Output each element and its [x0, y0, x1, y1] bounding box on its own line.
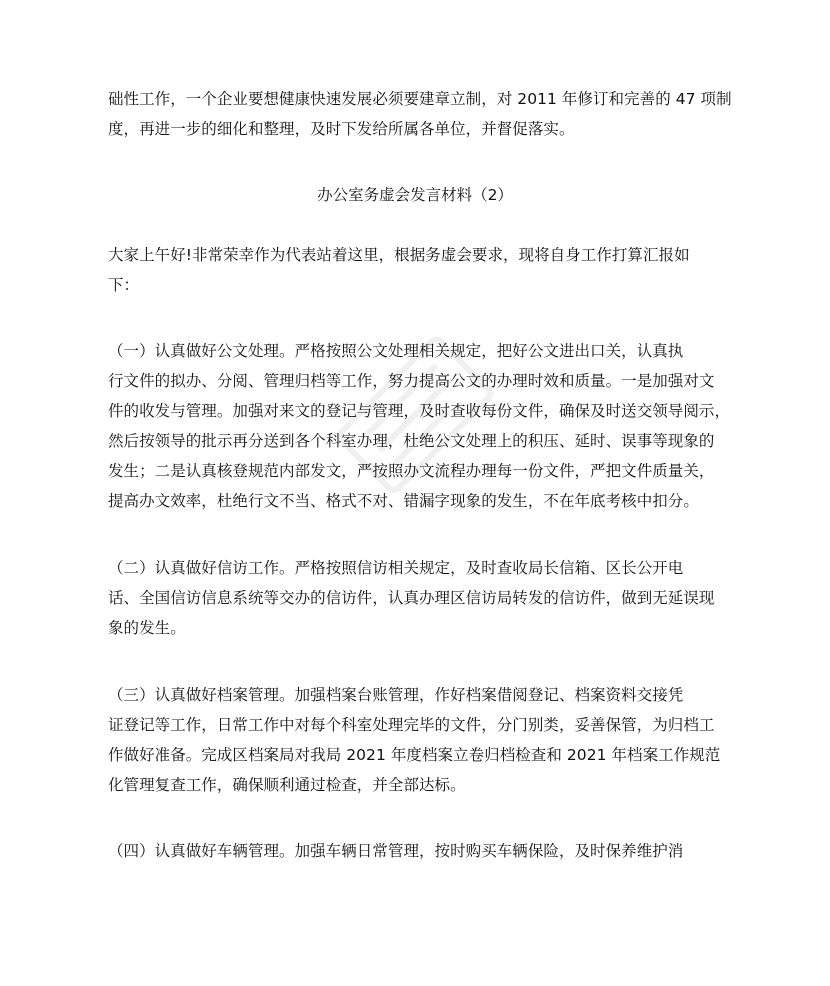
text-line: 化管理复查工作，确保顺利通过检查，并全部达标。 — [108, 776, 466, 794]
text-line: 件的收发与管理。加强对来文的登记与管理，及时查收每份文件，确保及时送交领导阅示， — [108, 402, 731, 420]
section-title: 办公室务虚会发言材料（2） — [317, 186, 513, 204]
text-line: （三）认真做好档案管理。加强档案台账管理，作好档案借阅登记、档案资料交接凭 — [108, 686, 684, 704]
text-line: 话、全国信访信息系统等交办的信访件，认真办理区信访局转发的信访件，做到无延误现 — [108, 589, 715, 607]
text-line: 提高办文效率，杜绝行文不当、格式不对、错漏字现象的发生，不在年底考核中扣分。 — [108, 492, 699, 510]
text-line: 然后按领导的批示再分送到各个科室办理，杜绝公文处理上的积压、延时、误事等现象的 — [108, 432, 715, 450]
text-line: 度，再进一步的细化和整理，及时下发给所属各单位，并督促落实。 — [108, 120, 575, 138]
text-line: （一）认真做好公文处理。严格按照公文处理相关规定，把好公文进出口关，认真执 — [108, 342, 684, 360]
text-line: 大家上午好!非常荣幸作为代表站着这里，根据务虚会要求，现将自身工作打算汇报如 — [108, 246, 690, 264]
text-line: 础性工作，一个企业要想健康快速发展必须要建章立制，对 2011 年修订和完善的 47 项制 — [108, 90, 732, 108]
text-line: 行文件的拟办、分阅、管理归档等工作，努力提高公文的办理时效和质量。一是加强对文 — [108, 372, 715, 390]
text-line: 证登记等工作，日常工作中对每个科室处理完毕的文件，分门别类，妥善保管，为归档工 — [108, 716, 715, 734]
text-line: （二）认真做好信访工作。严格按照信访相关规定，及时查收局长信箱、区长公开电 — [108, 559, 684, 577]
text-line: （四）认真做好车辆管理。加强车辆日常管理，按时购买车辆保险，及时保养维护消 — [108, 842, 684, 860]
text-line: 作做好准备。完成区档案局对我局 2021 年度档案立卷归档检查和 2021 年档案工作规范 — [108, 746, 721, 764]
text-line: 象的发生。 — [108, 619, 186, 637]
text-line: 发生；二是认真核登规范内部发文，严按照办文流程办理每一份文件，严把文件质量关， — [108, 462, 715, 480]
text-line: 下： — [108, 276, 140, 294]
